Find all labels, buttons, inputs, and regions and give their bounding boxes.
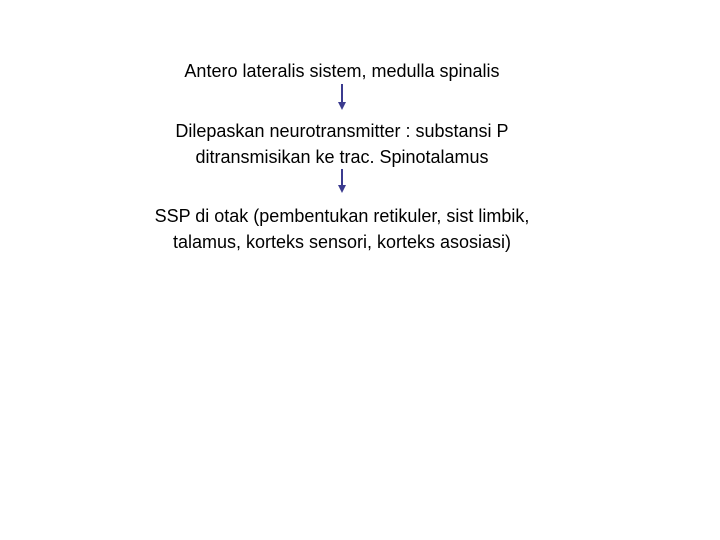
down-arrow-icon (336, 84, 348, 110)
flow-step-1-line-1: Antero lateralis sistem, medulla spinalis (184, 61, 500, 81)
flow-step-2-line-1: Dilepaskan neurotransmitter : substansi P (175, 121, 509, 141)
flow-step-2 (0, 118, 684, 170)
flow-step-2-line-2: ditransmisikan ke trac. Spinotalamus (195, 147, 489, 167)
flow-step-1 (0, 58, 684, 84)
down-arrow-icon (336, 169, 348, 193)
flow-step-3-line-1: SSP di otak (pembentukan retikuler, sist limbik, (154, 206, 530, 226)
flow-step-3 (0, 203, 684, 255)
flow-step-3-line-2: talamus, korteks sensori, korteks asosiasi) (172, 232, 512, 252)
